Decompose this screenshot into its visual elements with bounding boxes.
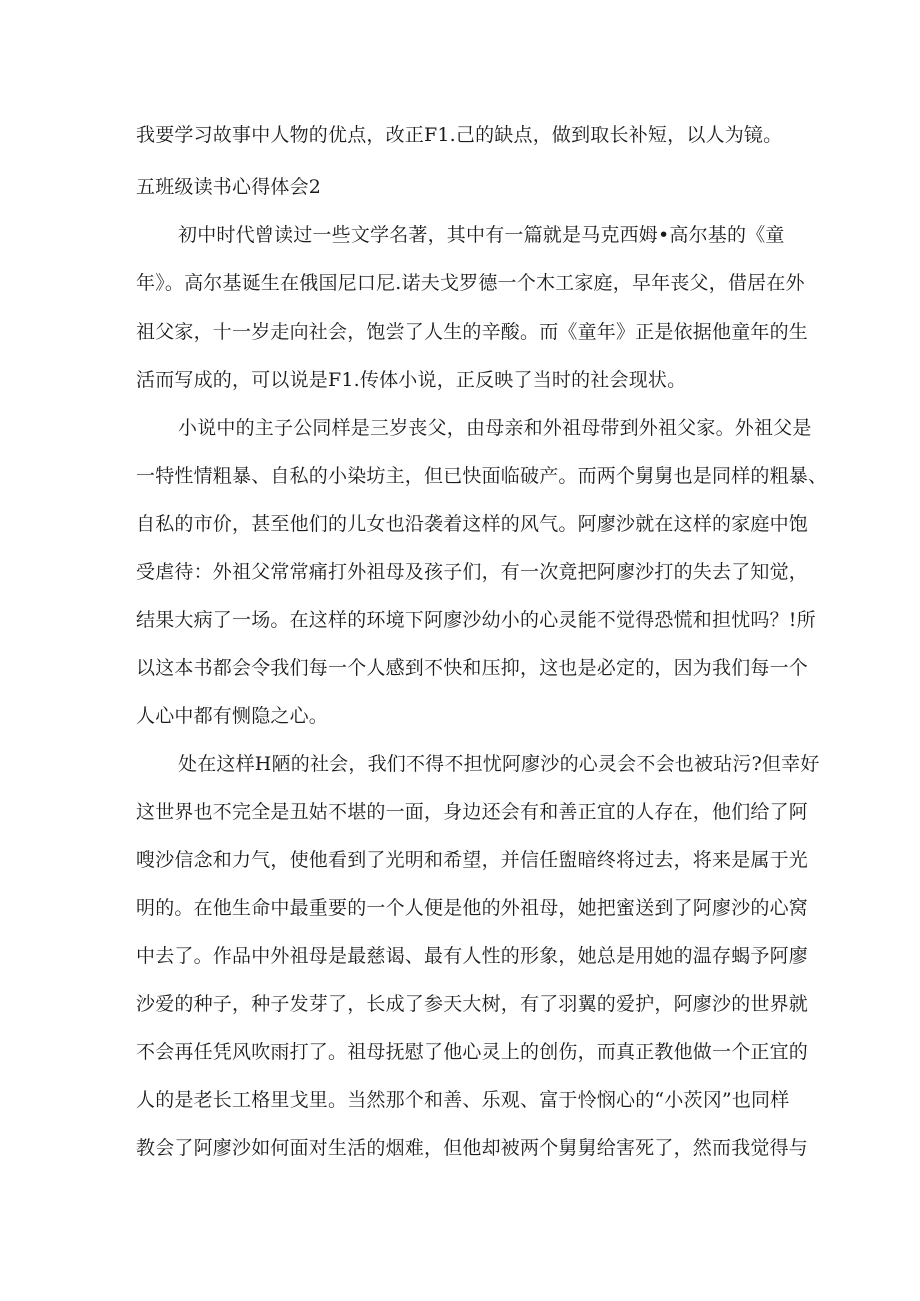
paragraph-line: 自私的市价，甚至他们的儿女也沿袭着这样的风气。阿廖沙就在这样的家庭中饱 — [136, 513, 809, 535]
paragraph-line: 我要学习故事中人物的优点，改正F1.己的缺点，做到取长补短，以人为镜。 — [136, 124, 783, 146]
paragraph-line: 人心中都有恻隐之心。 — [136, 705, 329, 727]
paragraph-line: 一特性情粗暴、自私的小染坊主，但已快面临破产。而两个舅舅也是同样的粗暴、 — [136, 465, 828, 487]
paragraph-line: 初中时代曾读过一些文学名著，其中有一篇就是马克西姆•高尔基的《童 — [178, 224, 785, 246]
paragraph-line: 祖父家，十一岁走向社会，饱尝了人生的辛酸。而《童年》正是依据他童年的生 — [136, 321, 809, 343]
paragraph-line: 嗖沙信念和力气，使他看到了光明和希望，并信任盥暗终将过去，将来是属于光 — [136, 849, 809, 871]
paragraph-line: 沙爱的种子，种子发芽了，长成了参天大树，有了羽翼的爱护，阿廖沙的世界就 — [136, 993, 809, 1015]
paragraph-line: 中去了。作品中外祖母是最慈谒、最有人性的形象，她总是用她的温存蝎予阿廖 — [136, 945, 809, 967]
paragraph-line: 明的。在他生命中最重要的一个人便是他的外祖母，她把蜜送到了阿廖沙的心窝 — [136, 897, 809, 919]
paragraph-line: 小说中的主子公同样是三岁丧父，由母亲和外祖母带到外祖父家。外祖父是 — [178, 417, 812, 439]
paragraph-line: 受虐待：外祖父常常痛打外祖母及孩子们，有一次竟把阿廖沙打的失去了知觉， — [136, 561, 809, 583]
paragraph-line: 活而写成的，可以说是F1.传体小说，正反映了当时的社会现状。 — [136, 369, 687, 391]
paragraph-line: 结果大病了一场。在这样的环境下阿廖沙幼小的心灵能不觉得恐慌和担忧吗？!所 — [136, 609, 816, 631]
paragraph-line: 处在这样H陋的社会，我们不得不担忧阿廖沙的心灵会不会也被玷污?但幸好 — [178, 753, 820, 775]
paragraph-line: 年》。高尔基诞生在俄国尼口尼.诺夫戈罗德一个木工家庭，早年丧父，借居在外 — [136, 272, 805, 294]
paragraph-line: 教会了阿廖沙如何面对生活的烟难，但他却被两个舅舅给害死了，然而我觉得与 — [136, 1137, 809, 1159]
paragraph-line: 不会再任凭风吹雨打了。祖母抚慰了他心灵上的创伤，而真正教他做一个正宜的 — [136, 1041, 809, 1063]
paragraph-line: 这世界也不完全是丑姑不堪的一面，身边还会有和善正宜的人存在，他们给了阿 — [136, 801, 809, 823]
section-heading: 五班级读书心得体会2 — [136, 176, 322, 198]
paragraph-line: 以这本书都会令我们每一个人感到不快和压抑，这也是必定的，因为我们每一个 — [136, 657, 809, 679]
paragraph-line: 人的是老长工格里戈里。当然那个和善、乐观、富于怜悯心的“小茨冈”也同样 — [136, 1089, 790, 1111]
